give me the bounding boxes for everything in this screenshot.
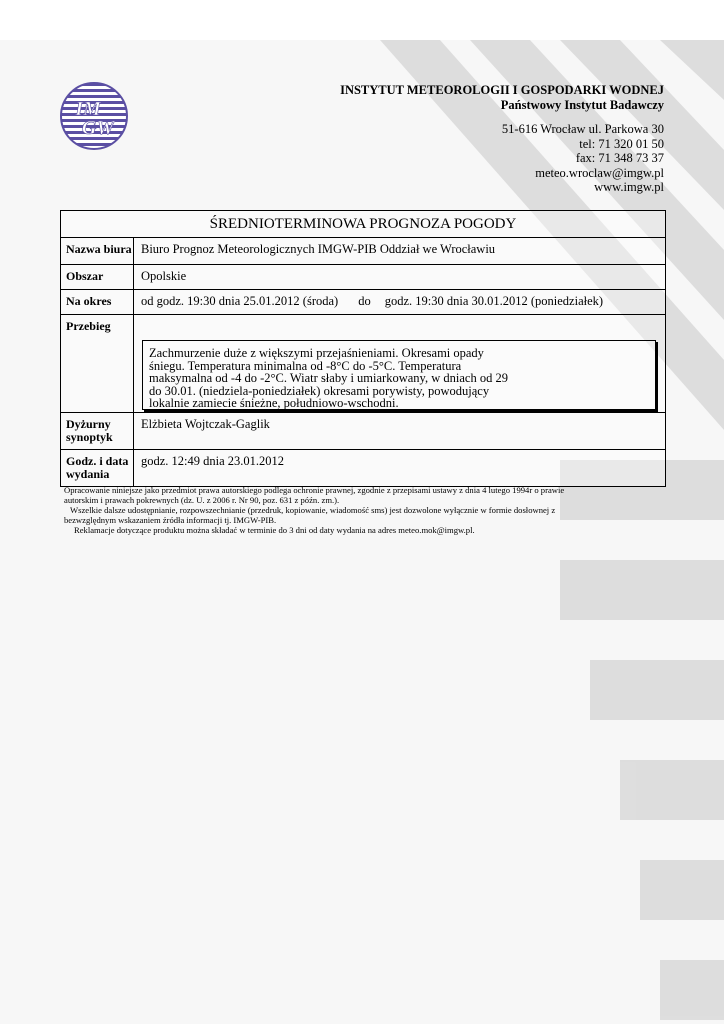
period-from: od godz. 19:30 dnia 25.01.2012 (środa)	[141, 294, 339, 308]
footer-line: Reklamacje dotyczące produktu można składać w terminie do 3 dni od daty wydania na adres meteo.mok@imgw.pl.	[74, 525, 475, 535]
footer-line: Wszelkie dalsze udostępnianie, rozpowszechnianie (przedruk, kopiowanie, wiadomość sms) jest dozwolone wyłącznie w formie dosłownej z	[70, 505, 556, 515]
svg-text:GW: GW	[81, 117, 115, 139]
forecaster-value: Elżbieta Wojtczak-Gaglik	[141, 417, 270, 431]
area-value: Opolskie	[141, 269, 187, 283]
document-page	[0, 40, 724, 1024]
row-period	[61, 290, 665, 315]
issue-time-label-line1: Godz. i data	[66, 454, 129, 468]
period-to: godz. 19:30 dnia 30.01.2012 (poniedziałek)	[384, 294, 604, 308]
period-label: Na okres	[61, 290, 134, 314]
issue-time-label-line2: wydania	[66, 467, 110, 481]
description-line: do 30.01. (niedziela-poniedziałek) okresami porywisty, powodujący	[149, 383, 490, 398]
footer-line: Opracowanie niniejsze jako przedmiot prawa autorskiego podlega ochronie prawnej, zgodnie z przepisami ustawy z dnia 4 lutego 1994r o prawie	[64, 485, 565, 495]
forecaster-label-line2: synoptyk	[66, 430, 113, 444]
row-issue-time	[61, 450, 665, 486]
issue-time-value: godz. 12:49 dnia 23.01.2012	[141, 454, 285, 468]
description-line: Zachmurzenie duże z większymi przejaśnieniami. Okresami opady	[149, 346, 484, 360]
institute-address: 51-616 Wrocław ul. Parkowa 30	[501, 122, 664, 136]
description-box	[142, 340, 656, 410]
institute-subtitle: Państwowy Instytut Badawczy	[500, 97, 664, 112]
office-name-value: Biuro Prognoz Meteorologicznych IMGW-PIB Oddział we Wrocławiu	[141, 242, 496, 256]
period-value	[134, 290, 665, 314]
footer-line: autorskim i prawach pokrewnych (dz. U. z 2006 r. Nr 90, poz. 631 z późn. zm.).	[64, 495, 340, 505]
forecaster-label	[61, 413, 134, 449]
footer-line: bezwzględnym wskazaniem źródła informacji tj. IMGW-PIB.	[64, 515, 277, 525]
area-label: Obszar	[61, 265, 134, 289]
institute-email: meteo.wroclaw@imgw.pl	[535, 165, 664, 180]
row-office-name	[61, 238, 665, 265]
period-to-word: do	[358, 294, 371, 308]
office-name-label: Nazwa biura	[61, 238, 134, 264]
description-line: lokalnie zamiecie śnieżne, południowo-wschodni.	[149, 396, 399, 410]
forecaster-label-line1: Dyżurny	[66, 417, 111, 431]
issue-time-label	[61, 450, 134, 486]
institute-tel: tel: 71 320 01 50	[579, 136, 664, 151]
institute-name: INSTYTUT METEOROLOGII I GOSPODARKI WODNEJ	[340, 83, 664, 97]
copyright-footer	[64, 485, 674, 535]
institute-header	[340, 83, 664, 195]
institute-website: www.imgw.pl	[594, 180, 664, 194]
forecast-title: ŚREDNIOTERMINOWA PROGNOZA POGODY	[61, 211, 665, 238]
description-line: śniegu. Temperatura minimalna od -8°C do -5°C. Temperatura	[149, 358, 462, 373]
description-line: maksymalna od -4 do -2°C. Wiatr słaby i umiarkowany, w dniach od 29	[149, 371, 508, 385]
description-label: Przebieg	[61, 315, 134, 412]
row-forecaster	[61, 413, 665, 450]
row-description	[61, 315, 665, 413]
institute-fax: fax: 71 348 73 37	[575, 151, 664, 165]
imgw-logo	[58, 80, 130, 152]
row-area	[61, 265, 665, 290]
svg-text:IM: IM	[75, 98, 101, 120]
forecast-table	[60, 210, 666, 487]
